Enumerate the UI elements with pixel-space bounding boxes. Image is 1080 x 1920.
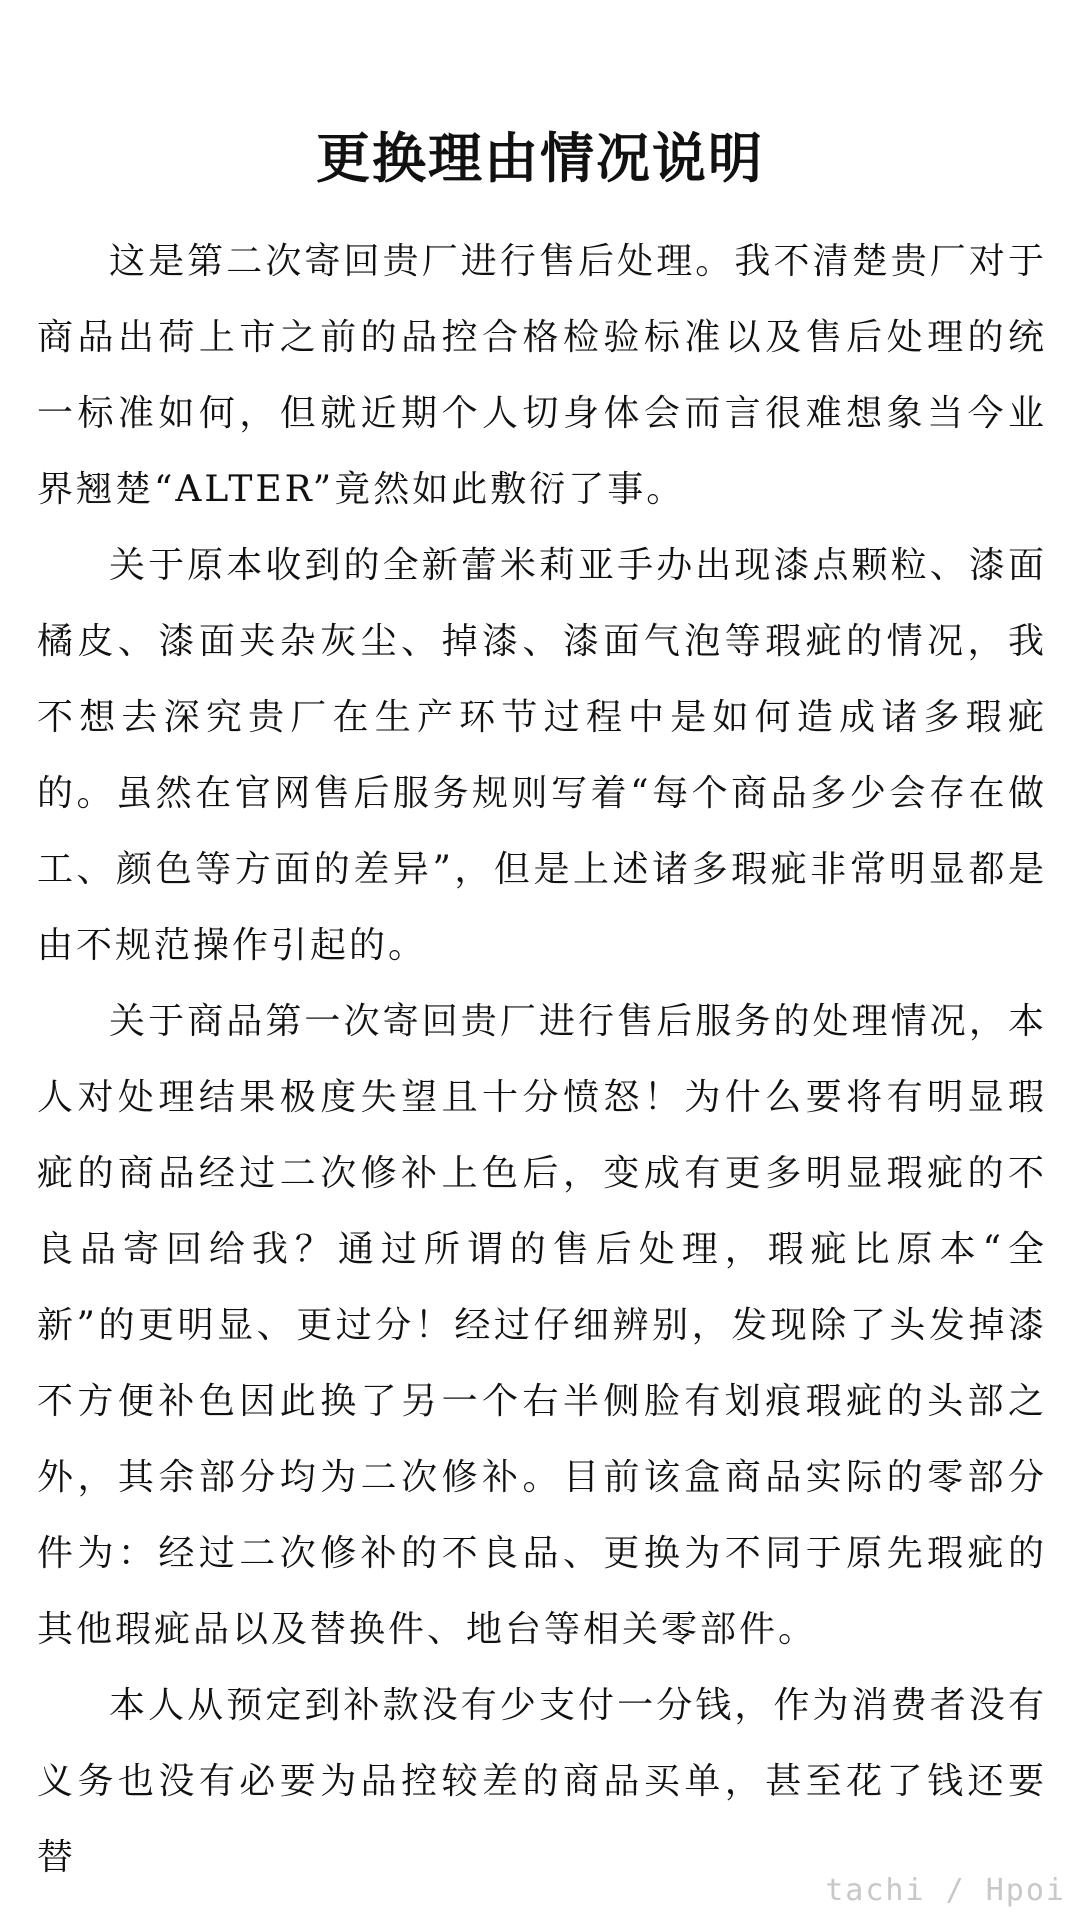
paragraph-2: 关于原本收到的全新蕾米莉亚手办出现漆点颗粒、漆面橘皮、漆面夹杂灰尘、掉漆、漆面气泡等瑕疵的情况，我不想去深究贵厂在生产环节过程中是如何造成诸多瑕疵的。虽然在官网售后服务规则写着“每个商品多少会存在做工、颜色等方面的差异”，但是上述诸多瑕疵非常明显都是由不规范操作引起的。 [37,545,1047,966]
paragraph-4: 本人从预定到补款没有少支付一分钱，作为消费者没有义务也没有必要为品控较差的商品买单，甚至花了钱还要替 [37,1685,1047,1878]
document-title: 更换理由情况说明 [316,126,764,190]
paragraph-3: 关于商品第一次寄回贵厂进行售后服务的处理情况，本人对处理结果极度失望且十分愤怒！为什么要将有明显瑕疵的商品经过二次修补上色后，变成有更多明显瑕疵的不良品寄回给我？通过所谓的售后处理，瑕疵比原本“全新”的更明显、更过分！经过仔细辨别，发现除了头发掉漆不方便补色因此换了另一个右半侧脸有划痕瑕疵的头部之外，其余部分均为二次修补。目前该盒商品实际的零部分件为：经过二次修补的不良品、更换为不同于原先瑕疵的其他瑕疵品以及替换件、地台等相关零部件。 [37,1001,1047,1650]
paragraph-1: 这是第二次寄回贵厂进行售后处理。我不清楚贵厂对于商品出荷上市之前的品控合格检验标准以及售后处理的统一标准如何，但就近期个人切身体会而言很难想象当今业界翘楚“ALTER”竟然如此敷衍了事。 [37,241,1047,510]
document-body [37,224,1047,1896]
watermark: tachi / Hpoi [825,1873,1066,1908]
